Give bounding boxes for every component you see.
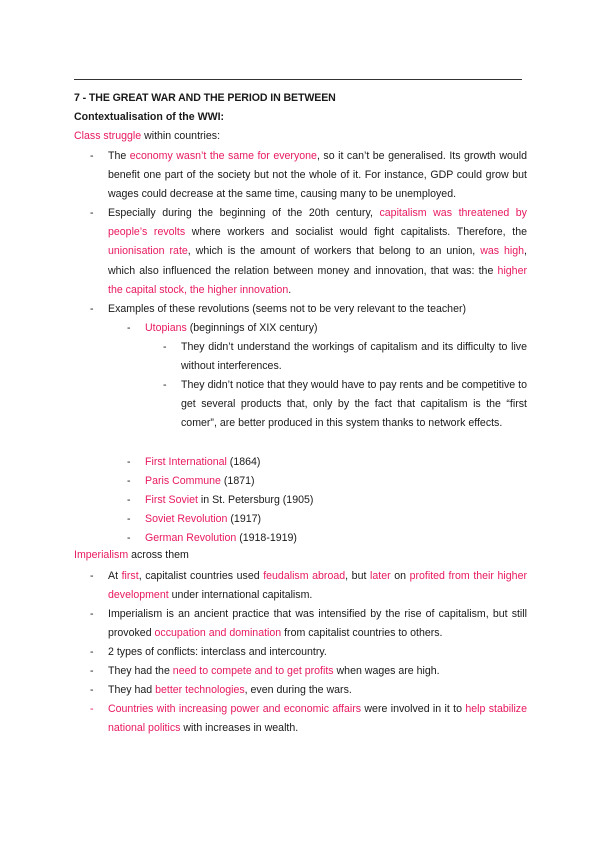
bullet-dash: - xyxy=(90,570,94,582)
bullet-dash: - xyxy=(127,532,131,544)
bullet-dash: - xyxy=(90,608,94,620)
bullet-dash: - xyxy=(127,456,131,468)
bullet-dash: - xyxy=(163,379,167,391)
imperialism-heading: Imperialism across them xyxy=(74,549,189,561)
bullet-dash: - xyxy=(90,150,94,162)
section-subtitle: Contextualisation of the WWI: xyxy=(74,111,225,123)
bullet-dash: - xyxy=(127,475,131,487)
bullet-dash: - xyxy=(90,207,94,219)
chapter-title: 7 - THE GREAT WAR AND THE PERIOD IN BETWEEN xyxy=(74,92,336,104)
bullet-dash: - xyxy=(127,513,131,525)
bullet-dash: - xyxy=(127,494,131,506)
class-struggle-heading: Class struggle within countries: xyxy=(74,130,221,142)
document-page: 7 - THE GREAT WAR AND THE PERIOD IN BETWEEN Contextualisation of the WWI: Class struggle within countries: - The economy wasn’t the same for everyone, so it can’t be generalised. Its growth would benefit one part of the society but not the whole of it. For instance, GDP could grow but wages could decrease at the same time, causing many to be unemployed. - Especially during the beginning of the 20th century, capitalism was threatened by people’s revolts where workers and socialist would fight capitalists. Therefore, the unionisation rate, which is the amount of workers that belong to an union, was high, which also influenced the relation between money and innovation, that was: the higher the capital stock, the higher innovation. - Examples of these revolutions (seems not to be very relevant to the teacher) - Utopians (beginnings of XIX century) - They didn’t understand the workings of capitalism and its difficulty to live without interferences. - They didn’t notice that they would have to pay rents and be competitive to get several products that, only by the fact that capitalism is the “first comer”, are better produced in this system thanks to network effects. - First International (1864) - Paris Commune (1871) - First Soviet in St. Petersburg (1905) - Soviet Revolution (1917) - German Revolution (1918-1919) Imperialism across them - At first, capitalist countries used feudalism abroad, but later on profited from their higher development under international capitalism. - Imperialism is an ancient practice that was intensified by the rise of capitalism, but still provoked occupation and domination from capitalist countries to others. - 2 types of conflicts: interclass and intercountry. - They had the need to compete and to get profits when wages are high. - They had better technologies, even during the wars. - Countries with increasing power and economic affairs were involved in it to help stabilize national politics with increases in wealth. xyxy=(0,0,600,848)
bullet-dash: - xyxy=(127,322,131,334)
bullet-dash: - xyxy=(163,341,167,353)
bullet-dash: - xyxy=(90,684,94,696)
bullet-dash: - xyxy=(90,665,94,677)
top-rule xyxy=(74,79,522,80)
bullet-dash: - xyxy=(90,703,94,715)
bullet-dash: - xyxy=(90,303,94,315)
bullet-dash: - xyxy=(90,646,94,658)
